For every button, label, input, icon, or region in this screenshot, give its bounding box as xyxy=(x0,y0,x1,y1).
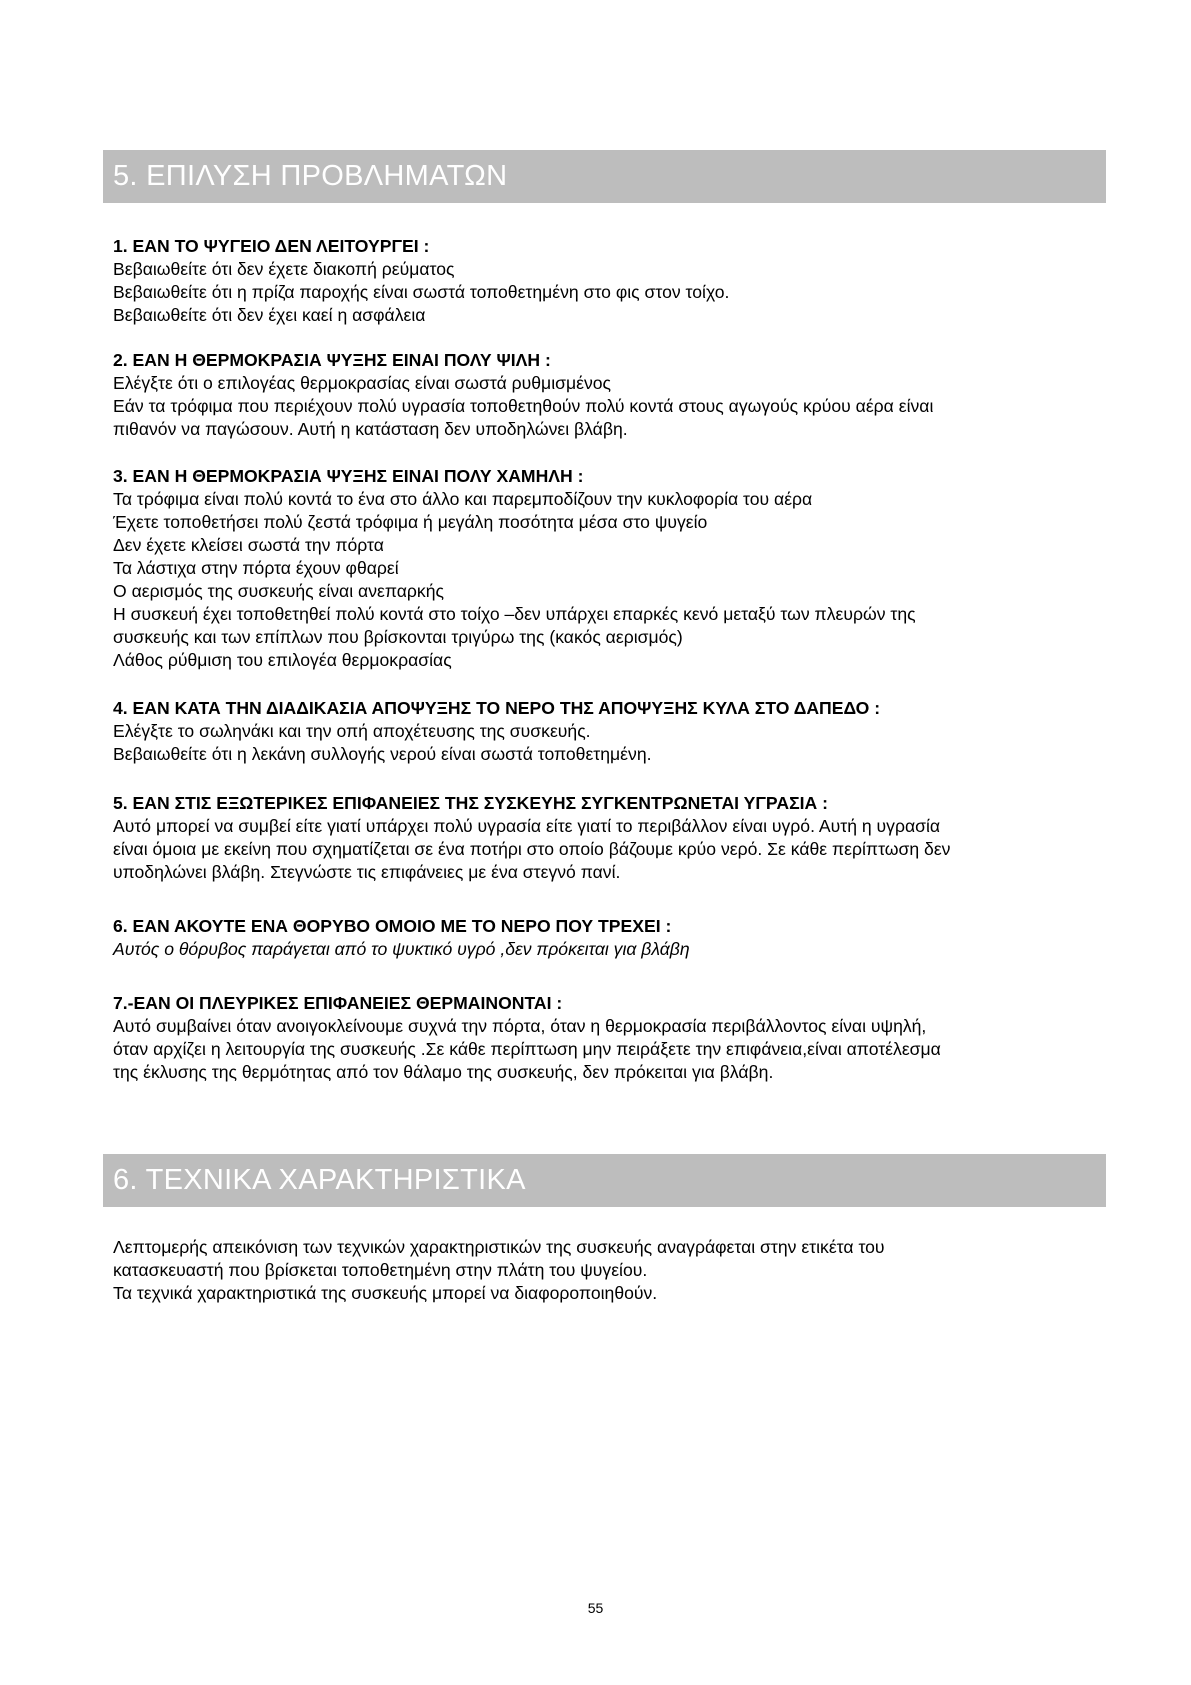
item-line: Αυτός ο θόρυβος παράγεται από το ψυκτικό υγρό ,δεν πρόκειται για βλάβη xyxy=(113,939,690,959)
item-line: Αυτό μπορεί να συμβεί είτε γιατί υπάρχει πολύ υγρασία είτε γιατί το περιβάλλον είναι υγρό. Αυτή η υγρασία xyxy=(113,816,941,836)
item-heading: 4. ΕΑΝ ΚΑΤΑ ΤΗΝ ΔΙΑΔΙΚΑΣΙΑ ΑΠΟΨΥΞΗΣ ΤΟ ΝΕΡΟ ΤΗΣ ΑΠΟΨΥΞΗΣ ΚΥΛΑ ΣΤΟ ΔΑΠΕΔΟ : xyxy=(113,698,881,718)
troubleshoot-item-5 xyxy=(113,792,1103,884)
item-heading: 3. ΕΑΝ Η ΘΕΡΜΟΚΡΑΣΙΑ ΨΥΞΗΣ ΕΙΝΑΙ ΠΟΛΥ ΧΑΜΗΛΗ : xyxy=(113,466,584,486)
item-heading: 5. ΕΑΝ ΣΤΙΣ ΕΞΩΤΕΡΙΚΕΣ ΕΠΙΦΑΝΕΙΕΣ ΤΗΣ ΣΥΣΚΕΥΗΣ ΣΥΓΚΕΝΤΡΩΝΕΤΑΙ ΥΓΡΑΣΙΑ : xyxy=(113,793,828,813)
item-heading: 1. ΕΑΝ ΤΟ ΨΥΓΕΙΟ ΔΕΝ ΛΕΙΤΟΥΡΓΕΙ : xyxy=(113,236,430,256)
item-line: συσκευής και των επίπλων που βρίσκονται τριγύρω της (κακός αερισμός) xyxy=(113,627,683,647)
troubleshoot-item-2 xyxy=(113,349,1103,441)
item-line: Ο αερισμός της συσκευής είναι ανεπαρκής xyxy=(113,581,444,601)
troubleshoot-item-3 xyxy=(113,465,1103,672)
section-6-header: 6. ΤΕΧΝΙΚΑ ΧΑΡΑΚΤΗΡΙΣΤΙΚΑ xyxy=(103,1154,1106,1207)
troubleshoot-item-1 xyxy=(113,235,1103,327)
item-heading: 2. ΕΑΝ Η ΘΕΡΜΟΚΡΑΣΙΑ ΨΥΞΗΣ ΕΙΝΑΙ ΠΟΛΥ ΨΙΛΗ : xyxy=(113,350,551,370)
item-line: Βεβαιωθείτε ότι δεν έχει καεί η ασφάλεια xyxy=(113,305,426,325)
troubleshoot-item-4 xyxy=(113,697,1103,766)
item-line: όταν αρχίζει η λειτουργία της συσκευής .Σε κάθε περίπτωση μην πειράξετε την επιφάνεια,είναι αποτέλεσμα xyxy=(113,1039,941,1059)
item-line: Η συσκευή έχει τοποθετηθεί πολύ κοντά στο τοίχο –δεν υπάρχει επαρκές κενό μεταξύ των πλευρών της xyxy=(113,604,916,624)
item-line: Λάθος ρύθμιση του επιλογέα θερμοκρασίας xyxy=(113,650,452,670)
item-line: Τα τρόφιμα είναι πολύ κοντά το ένα στο άλλο και παρεμποδίζουν την κυκλοφορία του αέρα xyxy=(113,489,813,509)
item-line: Αυτό συμβαίνει όταν ανοιγοκλείνουμε συχνά την πόρτα, όταν η θερμοκρασία περιβάλλοντος είναι υψηλή, xyxy=(113,1016,927,1036)
item-line: Δεν έχετε κλείσει σωστά την πόρτα xyxy=(113,535,384,555)
item-line: Τα λάστιχα στην πόρτα έχουν φθαρεί xyxy=(113,558,399,578)
spec-line: Λεπτομερής απεικόνιση των τεχνικών χαρακτηριστικών της συσκευής αναγράφεται στην ετικέτα του xyxy=(113,1237,885,1257)
item-line: Ελέγξτε το σωληνάκι και την οπή αποχέτευσης της συσκευής. xyxy=(113,721,591,741)
item-line: πιθανόν να παγώσουν. Αυτή η κατάσταση δεν υποδηλώνει βλάβη. xyxy=(113,419,628,439)
technical-specs-paragraph xyxy=(113,1236,1103,1305)
section-5-header: 5. ΕΠΙΛΥΣΗ ΠΡΟΒΛΗΜΑΤΩΝ xyxy=(103,150,1106,203)
item-line: Βεβαιωθείτε ότι η πρίζα παροχής είναι σωστά τοποθετημένη στο φις στον τοίχο. xyxy=(113,282,730,302)
troubleshoot-item-6 xyxy=(113,915,1103,961)
troubleshoot-item-7 xyxy=(113,992,1103,1084)
item-line: υποδηλώνει βλάβη. Στεγνώστε τις επιφάνειες με ένα στεγνό πανί. xyxy=(113,862,621,882)
item-line: Βεβαιωθείτε ότι η λεκάνη συλλογής νερού είναι σωστά τοποθετημένη. xyxy=(113,744,652,764)
item-line: Εάν τα τρόφιμα που περιέχουν πολύ υγρασία τοποθετηθούν πολύ κοντά στους αγωγούς κρύου αέρα είναι xyxy=(113,396,934,416)
spec-line: Τα τεχνικά χαρακτηριστικά της συσκευής μπορεί να διαφοροποιηθούν. xyxy=(113,1283,658,1303)
spec-line: κατασκευαστή που βρίσκεται τοποθετημένη στην πλάτη του ψυγείου. xyxy=(113,1260,648,1280)
item-heading: 6. ΕΑΝ ΑΚΟΥΤΕ ΕΝΑ ΘΟΡΥΒΟ ΟΜΟΙΟ ΜΕ ΤΟ ΝΕΡΟ ΠΟΥ ΤΡΕΧΕΙ : xyxy=(113,916,672,936)
item-line: Ελέγξτε ότι ο επιλογέας θερμοκρασίας είναι σωστά ρυθμισμένος xyxy=(113,373,612,393)
item-line: είναι όμοια με εκείνη που σχηματίζεται σε ένα ποτήρι στο οποίο βάζουμε κρύο νερό. Σε κάθε περίπτωση δεν xyxy=(113,839,951,859)
item-heading: 7.-ΕΑΝ ΟΙ ΠΛΕΥΡΙΚΕΣ ΕΠΙΦΑΝΕΙΕΣ ΘΕΡΜΑΙΝΟΝΤΑΙ : xyxy=(113,993,563,1013)
item-line: Βεβαιωθείτε ότι δεν έχετε διακοπή ρεύματος xyxy=(113,259,455,279)
item-line: Έχετε τοποθετήσει πολύ ζεστά τρόφιμα ή μεγάλη ποσότητα μέσα στο ψυγείο xyxy=(113,512,708,532)
item-line: της έκλυσης της θερμότητας από τον θάλαμο της συσκευής, δεν πρόκειται για βλάβη. xyxy=(113,1062,774,1082)
page-number: 55 xyxy=(587,1600,604,1616)
